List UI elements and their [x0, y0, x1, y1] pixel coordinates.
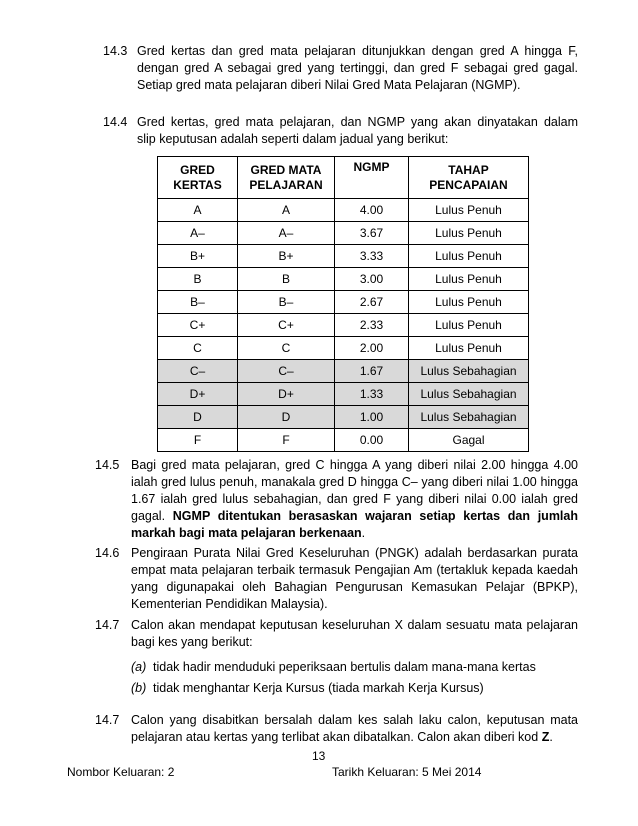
table-row: B B 3.00 Lulus Penuh: [158, 268, 529, 291]
header-gred-mata-pelajaran: GRED MATA PELAJARAN: [238, 157, 335, 199]
list-item: [131, 681, 581, 697]
list-item: [131, 660, 581, 676]
section-text: [131, 712, 578, 746]
text-line: gagal. NGMP ditentukan berasaskan wajaran setiap kertas dan jumlah: [131, 509, 578, 523]
table-row: B– B– 2.67 Lulus Penuh: [158, 291, 529, 314]
table-row: A A 4.00 Lulus Penuh: [158, 199, 529, 222]
text-line: Gred kertas, gred mata pelajaran, dan NGMP yang akan dinyatakan dalam: [137, 115, 578, 129]
table-row-shaded: C– C– 1.67 Lulus Sebahagian: [158, 360, 529, 383]
section-text: [137, 114, 578, 148]
list-item-label: (a): [131, 660, 147, 674]
table-row: B+ B+ 3.33 Lulus Penuh: [158, 245, 529, 268]
text-line: pelajaran atau kertas yang terlibat akan dibatalkan. Calon akan diberi kod Z.: [131, 730, 553, 744]
text-line: ialah gred lulus penuh, manakala gred D hingga C– yang diberi nilai 1.00 hingga: [131, 475, 578, 489]
header-ngmp: NGMP: [335, 157, 409, 199]
text-line: 1.67 ialah gred lulus sebahagian, dan gred F yang diberi nilai 0.00 ialah gred: [131, 492, 578, 506]
section-number: 14.6: [95, 546, 120, 560]
section-text: [131, 617, 578, 651]
page-number: 13: [312, 749, 326, 763]
text-line: dengan gred A sebagai gred yang tertinggi, dan gred F sebagai gred gagal.: [137, 61, 578, 75]
text-line: markah bagi mata pelajaran berkenaan.: [131, 526, 366, 540]
header-tahap-pencapaian: TAHAP PENCAPAIAN: [409, 157, 529, 199]
section-number: 14.3: [103, 44, 128, 58]
table-row: C+ C+ 2.33 Lulus Penuh: [158, 314, 529, 337]
text-line: Calon yang disabitkan bersalah dalam kes salah laku calon, keputusan mata: [131, 713, 578, 727]
text-line: slip keputusan adalah seperti dalam jadual yang berikut:: [137, 132, 449, 146]
list-item-label: (b): [131, 681, 147, 695]
footer-issue-date: Tarikh Keluaran: 5 Mei 2014: [332, 765, 482, 779]
text-line: bagi kes yang berikut:: [131, 635, 253, 649]
table-row: F F 0.00 Gagal: [158, 429, 529, 452]
table-row: C C 2.00 Lulus Penuh: [158, 337, 529, 360]
text-line: Bagi gred mata pelajaran, gred C hingga A yang diberi nilai 2.00 hingga 4.00: [131, 458, 578, 472]
section-number: 14.7: [95, 618, 120, 632]
section-text: [131, 545, 578, 613]
table-header-row: [158, 157, 529, 199]
list-item-text: tidak hadir menduduki peperiksaan bertulis dalam mana-mana kertas: [153, 660, 536, 674]
grade-table: [157, 156, 529, 452]
table-row-shaded: D+ D+ 1.33 Lulus Sebahagian: [158, 383, 529, 406]
text-line: Kementerian Pendidikan Malaysia).: [131, 597, 328, 611]
section-number: 14.4: [103, 115, 128, 129]
text-line: Gred kertas dan gred mata pelajaran ditunjukkan dengan gred A hingga F,: [137, 44, 578, 58]
section-number: 14.7: [95, 713, 120, 727]
text-line: yang digunapakai oleh Bahagian Pengurusan Kemasukan Pelajar (BPKP),: [131, 580, 578, 594]
section-number: 14.5: [95, 458, 120, 472]
table-row: A– A– 3.67 Lulus Penuh: [158, 222, 529, 245]
text-line: empat mata pelajaran terbaik termasuk Pengajian Am (tertakluk kepada kaedah: [131, 563, 578, 577]
header-gred-kertas: GRED KERTAS: [158, 157, 238, 199]
list-item-text: tidak menghantar Kerja Kursus (tiada markah Kerja Kursus): [153, 681, 484, 695]
text-line: Calon akan mendapat keputusan keseluruhan X dalam sesuatu mata pelajaran: [131, 618, 578, 632]
table-row-shaded: D D 1.00 Lulus Sebahagian: [158, 406, 529, 429]
section-text: [137, 43, 578, 94]
footer-issue-number: Nombor Keluaran: 2: [67, 765, 175, 779]
text-line: Setiap gred mata pelajaran diberi Nilai Gred Mata Pelajaran (NGMP).: [137, 78, 521, 92]
section-text: [131, 457, 578, 542]
text-line: Pengiraan Purata Nilai Gred Keseluruhan (PNGK) adalah berdasarkan purata: [131, 546, 578, 560]
